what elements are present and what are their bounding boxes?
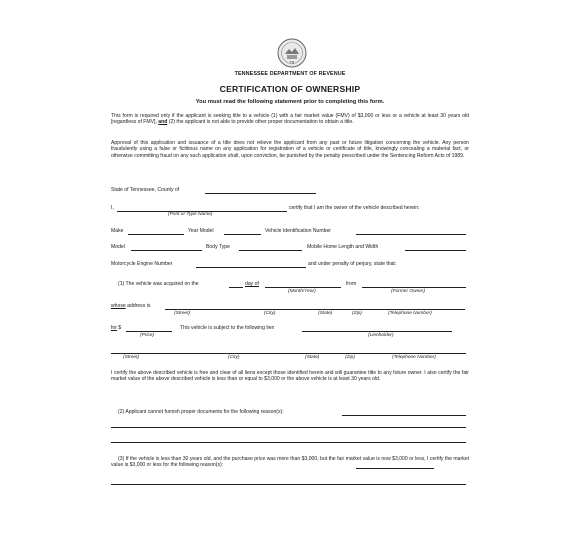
intro-paragraph-1: This form is required only if the applicant is seeking title to a vehicle (1) with a fair market value (FMV) of $3,000 or less or a vehicle at least 30 years old [regardless of FMV], and (2) the applicant is not able to provide other proper documentation to obtain a title.	[111, 113, 469, 126]
lien-text: This vehicle is subject to the following lien	[180, 325, 275, 331]
reason-3-field-1[interactable]	[356, 468, 434, 469]
state-seal-icon	[277, 38, 307, 68]
form-subtitle: You must read the following statement prior to completing this form.	[195, 99, 385, 105]
reason-3-paragraph: (3) If the vehicle is less than 30 years old, and the purchase price was more than $3,000, but the fair market value is now $3,000 or less, I certify the market value is $3,000 or less for the following reason(s):	[111, 456, 469, 469]
reason-2-label: (2) Applicant cannot furnish proper documents for the following reason(s):	[118, 409, 284, 415]
model-field[interactable]	[131, 250, 202, 251]
year-model-field[interactable]	[224, 234, 261, 235]
lienholder-address-field[interactable]	[111, 353, 466, 354]
telephone-caption-1: (Telephone Number)	[388, 311, 432, 316]
state-caption-1: (State)	[318, 311, 333, 316]
state-caption-2: (State)	[305, 355, 320, 360]
day-of-label: day of	[245, 281, 259, 287]
month-year-caption: (Month/Year)	[288, 289, 316, 294]
acquired-text: (1) The vehicle was acquired on the	[118, 281, 199, 287]
certify-free-paragraph: I certify the above described vehicle is free and clear of all liens except those identified herein and will guarantee title to any future owner. I also certify the fair market value of the above described vehicle is less than or equal to $3,000 or the above vehicle is at least 30 years old.	[111, 370, 469, 383]
month-year-field[interactable]	[265, 287, 341, 288]
acquired-day-field[interactable]	[229, 287, 243, 288]
price-label: for $	[111, 325, 122, 331]
motorcycle-engine-field[interactable]	[196, 267, 306, 268]
lienholder-field[interactable]	[302, 331, 452, 332]
svg-text:TN: TN	[289, 60, 295, 65]
telephone-caption-2: (Telephone Number)	[392, 355, 436, 360]
reason-3-field-2[interactable]	[111, 484, 466, 485]
former-owner-address-field[interactable]	[165, 309, 465, 310]
vin-field[interactable]	[356, 234, 466, 235]
street-caption-2: (Street)	[123, 355, 139, 360]
vin-label: Vehicle Identification Number	[265, 228, 331, 234]
print-name-caption: (Print or Type Name)	[168, 212, 213, 217]
i-label: I,	[111, 205, 114, 211]
motorcycle-engine-label: Motorcycle Engine Number	[111, 261, 173, 267]
body-type-field[interactable]	[239, 250, 302, 251]
price-caption: (Price)	[140, 333, 155, 338]
street-caption-1: (Street)	[174, 311, 190, 316]
certify-owner-text: certify that I am the owner of the vehicle described herein:	[289, 205, 420, 211]
form-title: CERTIFICATION OF OWNERSHIP	[219, 84, 361, 94]
intro-paragraph-2: Approval of this application and issuance of a title does not relieve the applicant from any past or future litigation concerning the vehicle. Any person fraudulently using a false or fictitious name on any application for registration of a vehicle or certificate of title, knowingly concealing a material fact, or otherwise committing fraud on any such application shall, upon conviction, be punished by the penalty prescribed under the Sentencing Reform Acts of 1989.	[111, 140, 469, 159]
mobile-home-field[interactable]	[405, 250, 466, 251]
zip-caption-2: (Zip)	[345, 355, 355, 360]
perjury-text: and under penalty of perjury, state that:	[308, 261, 397, 267]
agency-name: TENNESSEE DEPARTMENT OF REVENUE	[234, 71, 346, 77]
whose-address-label: whose address is	[111, 303, 151, 309]
state-county-label: State of Tennessee, County of	[111, 187, 180, 193]
reason-2-field-2[interactable]	[111, 427, 466, 428]
city-caption-1: (City)	[264, 311, 276, 316]
mobile-home-label: Mobile Home Length and Width	[307, 244, 379, 250]
year-model-label: Year Model	[188, 228, 214, 234]
former-owner-caption: (Former Owner)	[391, 289, 426, 294]
zip-caption-1: (Zip)	[352, 311, 362, 316]
price-field[interactable]	[126, 331, 172, 332]
make-label: Make	[111, 228, 124, 234]
lienholder-caption: (Lienholder)	[368, 333, 394, 338]
reason-2-field-3[interactable]	[111, 442, 466, 443]
county-field[interactable]	[205, 193, 316, 194]
reason-2-field-1[interactable]	[342, 415, 466, 416]
from-label: from	[346, 281, 357, 287]
model-label: Model	[111, 244, 125, 250]
city-caption-2: (City)	[228, 355, 240, 360]
body-type-label: Body Type	[206, 244, 230, 250]
former-owner-field[interactable]	[362, 287, 466, 288]
make-field[interactable]	[128, 234, 184, 235]
